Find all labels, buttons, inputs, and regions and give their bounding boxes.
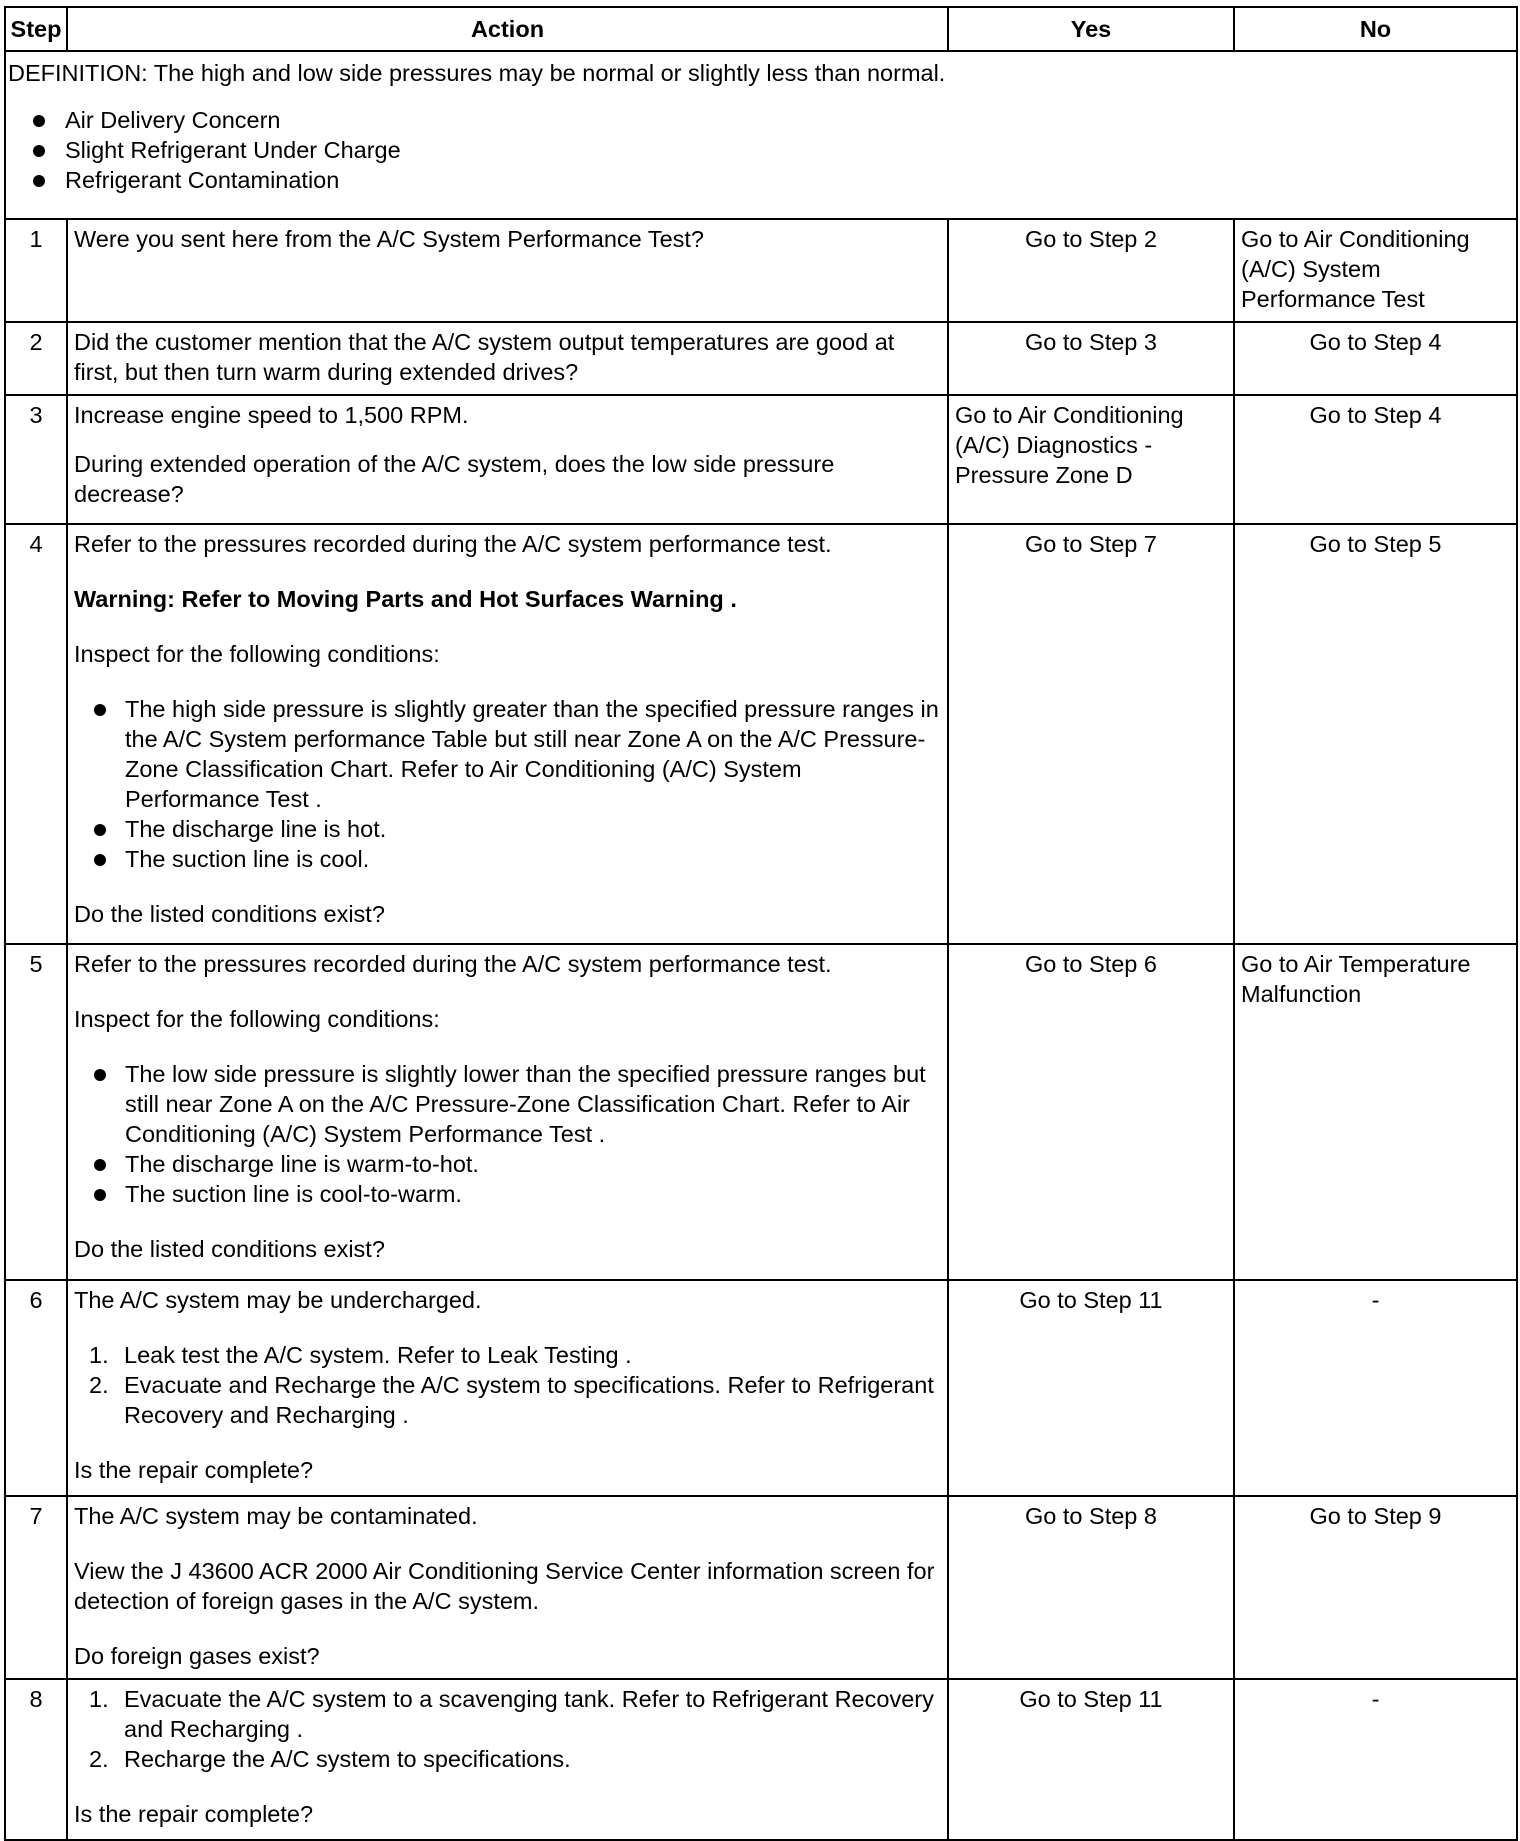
no-cell: Go to Air Temperature Malfunction [1234,944,1517,1280]
procedure-list [74,1340,941,1430]
action-cell: The A/C system may be contaminated. View the J 43600 ACR 2000 Air Conditioning Service Center information screen for detection of foreign gases in the A/C system. Do foreign gases exist? [67,1496,948,1679]
bullet-icon [33,115,45,127]
table-row [5,524,1517,944]
action-cell: Refer to the pressures recorded during the A/C system performance test. Inspect for the following conditions: The low side pressure is slightly lower than the specified pressure ranges but still near Zone A on the A/C Pressure-Zone Classification Chart. Refer to Air Conditioning (A/C) System Performance Test . The discharge line is warm-to-hot. The suction line is cool-to-warm. Do the listed conditions exist? [67,944,948,1280]
step-number: 7 [5,1496,67,1679]
no-cell: Go to Step 9 [1234,1496,1517,1679]
no-cell: Go to Step 5 [1234,524,1517,944]
no-cell: Go to Air Conditioning (A/C) System Performance Test [1234,219,1517,322]
step-number: 4 [5,524,67,944]
no-cell: Go to Step 4 [1234,395,1517,524]
bullet-icon [33,145,45,157]
action-cell: 1. Evacuate the A/C system to a scavenging tank. Refer to Refrigerant Recovery and Recharging . 2. Recharge the A/C system to specifications. Is the repair complete? [67,1679,948,1840]
bullet-icon [94,854,106,866]
definition-cell [5,51,1517,219]
action-cell: The A/C system may be undercharged. 1. Leak test the A/C system. Refer to Leak Testing . 2. Evacuate and Recharge the A/C system to specifications. Refer to Refrigerant Recovery and Recharging . Is the repair complete? [67,1280,948,1496]
bullet-icon [94,704,106,716]
step-number: 6 [5,1280,67,1496]
yes-cell: Go to Step 3 [948,322,1234,395]
list-item: 1. Leak test the A/C system. Refer to Leak Testing . [89,1342,632,1368]
table-row [5,944,1517,1280]
step-number: 1 [5,219,67,322]
bullet-icon [94,824,106,836]
action-cell: Increase engine speed to 1,500 RPM. During extended operation of the A/C system, does the low side pressure decrease? [67,395,948,524]
step-number: 8 [5,1679,67,1840]
no-cell: - [1234,1679,1517,1840]
bullet-icon [94,1159,106,1171]
procedure-list [74,1684,941,1774]
yes-cell: Go to Step 2 [948,219,1234,322]
table-row [5,219,1517,322]
header-no: No [1234,7,1517,51]
header-step: Step [5,7,67,51]
table-row [5,322,1517,395]
action-cell: Did the customer mention that the A/C system output temperatures are good at first, but then turn warm during extended drives? [67,322,948,395]
list-item: 1. Evacuate the A/C system to a scavenging tank. Refer to Refrigerant Recovery and Recharging . [89,1686,934,1742]
conditions-list [82,1059,941,1209]
conditions-list [82,694,941,874]
list-item: The discharge line is warm-to-hot. [82,1149,941,1179]
table-row [5,1679,1517,1840]
list-item: The discharge line is hot. [82,814,941,844]
yes-cell: Go to Step 8 [948,1496,1234,1679]
yes-cell: Go to Step 6 [948,944,1234,1280]
header-yes: Yes [948,7,1234,51]
warning-text: Warning: Refer to Moving Parts and Hot Surfaces Warning . [74,586,737,612]
bullet-icon [33,175,45,187]
list-item: The suction line is cool. [82,844,941,874]
yes-cell: Go to Step 7 [948,524,1234,944]
table-row [5,395,1517,524]
definition-bullets [8,105,1510,195]
diagnostic-table [4,6,1518,1841]
list-item: Refrigerant Contamination [8,165,1510,195]
list-item: The low side pressure is slightly lower than the specified pressure ranges but still near Zone A on the A/C Pressure-Zone Classification Chart. Refer to Air Conditioning (A/C) System Performance Test . [82,1059,941,1149]
list-item: 2. Recharge the A/C system to specifications. [89,1746,571,1772]
list-item: The suction line is cool-to-warm. [82,1179,941,1209]
no-cell: - [1234,1280,1517,1496]
list-item: The high side pressure is slightly greater than the specified pressure ranges in the A/C System performance Table but still near Zone A on the A/C Pressure-Zone Classification Chart. Refer to Air Conditioning (A/C) System Performance Test . [82,694,941,814]
yes-cell: Go to Air Conditioning (A/C) Diagnostics - Pressure Zone D [948,395,1234,524]
list-item: 2. Evacuate and Recharge the A/C system to specifications. Refer to Refrigerant Recovery and Recharging . [89,1372,934,1428]
action-cell: Refer to the pressures recorded during the A/C system performance test. Warning: Refer to Moving Parts and Hot Surfaces Warning . Inspect for the following conditions: The high side pressure is slightly greater than the specified pressure ranges in the A/C System performance Table but still near Zone A on the A/C Pressure-Zone Classification Chart. Refer to Air Conditioning (A/C) System Performance Test . The discharge line is hot. The suction line is cool. Do the listed conditions exist? [67,524,948,944]
definition-text: DEFINITION: The high and low side pressures may be normal or slightly less than normal. [8,60,946,86]
yes-cell: Go to Step 11 [948,1280,1234,1496]
list-item: Slight Refrigerant Under Charge [8,135,1510,165]
step-number: 2 [5,322,67,395]
list-item: Air Delivery Concern [8,105,1510,135]
bullet-icon [94,1069,106,1081]
step-number: 3 [5,395,67,524]
no-cell: Go to Step 4 [1234,322,1517,395]
action-cell: Were you sent here from the A/C System Performance Test? [67,219,948,322]
table-row [5,1280,1517,1496]
header-action: Action [67,7,948,51]
header-row [5,7,1517,51]
definition-row [5,51,1517,219]
bullet-icon [94,1189,106,1201]
table-row [5,1496,1517,1679]
yes-cell: Go to Step 11 [948,1679,1234,1840]
step-number: 5 [5,944,67,1280]
